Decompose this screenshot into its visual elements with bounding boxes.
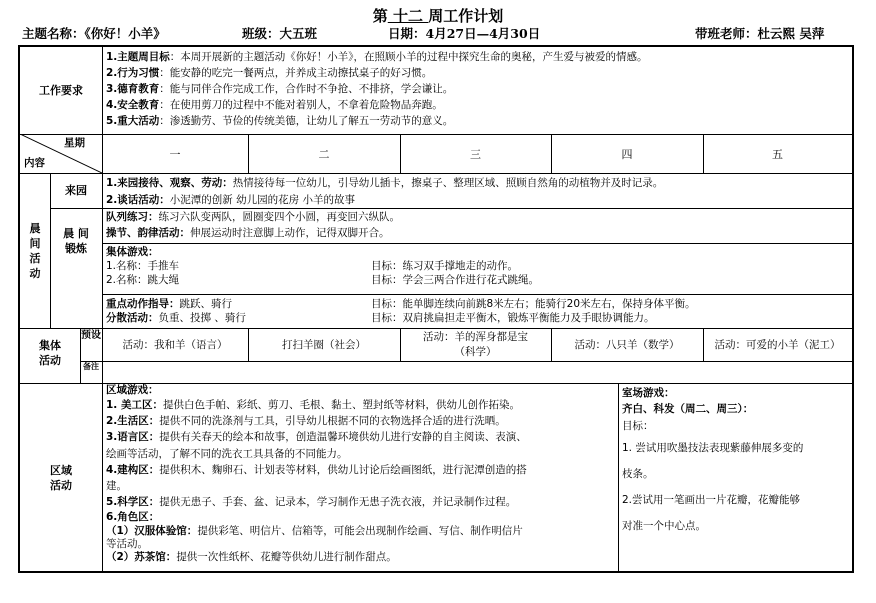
activity-thu: 活动：八只羊（数学） [574, 338, 680, 351]
corner-weekday-label: 星期 [64, 137, 85, 149]
outdoor-goal-line: 对准一个中心点。 [622, 520, 706, 532]
group-games [106, 245, 850, 294]
outdoor-goal-line: 1. 尝试用吹墨技法表现紫藤伸展多变的 [622, 442, 804, 454]
area-item: 等活动。 [106, 538, 148, 550]
activity-fri: 活动：可爱的小羊（泥工） [714, 338, 841, 351]
arrival-item: 1.来园接待、观察、劳动：热情接待每一位幼儿，引导幼儿插卡，擦桌子、整理区域、照顾自然角的动植物并及时记录。 [106, 177, 664, 189]
requirement-item: 4.安全教育：在使用剪刀的过程中不能对着别人，不拿着危险物品奔跑。 [106, 99, 443, 111]
area-item: 2.生活区：提供不同的洗涤剂与工具，引导幼儿根据不同的衣物选择合适的进行洗晒。 [106, 415, 506, 427]
area-item: 3.语言区：提供有关春天的绘本和故事，创造温馨环境供幼儿进行安静的自主阅读、表演、 [106, 431, 527, 443]
requirement-item: 1.主题周目标：本周开展新的主题活动《你好！小羊》，在照顾小羊的过程中探究生命的奥秘，产生爱与被爱的情感。 [106, 51, 648, 63]
group-activity-label: 集体 活动 [39, 339, 61, 367]
outdoor-goal-label: 目标： [622, 420, 654, 432]
class-field: 班级：大五班 [242, 26, 318, 41]
day-header-fri: 五 [772, 147, 783, 161]
work-requirements-list [106, 50, 850, 134]
outdoor-goal-line: 2.尝试用一笔画出一片花瓣，花瓣能够 [622, 494, 801, 506]
activity-wed: 活动：羊的浑身都是宝 （科学） [423, 331, 528, 358]
arrival-item: 2.谈话活动：小泥潭的创新 幼儿园的花房 小羊的故事 [106, 194, 355, 206]
area-item: 1. 美工区：提供白色手帕、彩纸、剪刀、毛根、黏土、塑封纸等材料，供幼儿创作拓染。 [106, 399, 520, 411]
focus-actions [106, 297, 850, 328]
focus-goal: 目标：双肩挑扁担走平衡木，锻炼平衡能力及手眼协调能力。 [371, 312, 655, 324]
outdoor-games [622, 386, 850, 572]
requirement-item: 5.重大活动：渗透勤劳、节俭的传统美德，让幼儿了解五一劳动节的意义。 [106, 115, 454, 127]
morning-exercise-label: 晨 间 锻炼 [63, 227, 89, 255]
requirement-item: 2.行为习惯：能安静的吃完一餐两点，并养成主动擦拭桌子的好习惯。 [106, 67, 433, 79]
work-requirements-label: 工作要求 [39, 84, 83, 97]
arrival-label: 来园 [65, 184, 87, 197]
page-title: 第 十二 周工作计划 [372, 7, 504, 25]
outdoor-title: 室场游戏： [622, 387, 675, 399]
focus-item: 重点动作指导：跳跃、骑行 [106, 298, 232, 310]
area-item: 建。 [106, 480, 127, 492]
exercise-item: 操节、韵律活动：伸展运动时注意脚上动作，记得双脚开合。 [106, 227, 390, 239]
area-games-title: 区域游戏： [106, 384, 159, 396]
area-item: 绘画等活动，了解不同的洗衣工具具备的不同能力。 [106, 448, 348, 460]
day-header-mon: 一 [169, 147, 181, 161]
morning-activities-label: 晨 间 活 动 [29, 221, 41, 280]
day-header-tue: 二 [318, 147, 330, 161]
area-games [106, 384, 616, 572]
requirement-item: 3.德育教育：能与同伴合作完成工作，合作时不争抢、不排挤，学会谦让。 [106, 83, 454, 95]
exercise-item: 队列练习：练习六队变两队，圆圈变四个小圆，再变回六纵队。 [106, 211, 400, 223]
game-goal: 目标：学会三两合作进行花式跳绳。 [371, 274, 539, 286]
plan-label: 预设 [81, 330, 101, 341]
group-games-title: 集体游戏： [106, 246, 159, 258]
game-name: 2.名称：跳大绳 [106, 274, 180, 286]
area-item: 4.建构区：提供积木、麴卵石、计划表等材料，供幼儿讨论后绘画图纸，进行泥潭创造的搭 [106, 464, 527, 476]
game-goal: 目标：练习双手撑地走的动作。 [371, 260, 518, 272]
corner-content-label: 内容 [24, 157, 45, 169]
plan-table [18, 45, 854, 573]
date-field: 日期：4月27日—4月30日 [388, 26, 541, 41]
teacher-field: 带班老师：杜云熙 吴萍 [695, 26, 825, 41]
activity-mon: 活动：我和羊（语言） [122, 338, 228, 351]
game-name: 1.名称：手推车 [106, 260, 180, 272]
area-item: （2）苏茶馆：提供一次性纸杯、花瓣等供幼儿进行制作甜点。 [106, 551, 397, 563]
outdoor-subtitle: 齐白、科发（周二、周三）： [622, 403, 754, 415]
arrival-content [106, 176, 850, 208]
area-item: 5.科学区：提供无患子、手套、盆、记录本，学习制作无患子洗衣液，并记录制作过程。 [106, 496, 517, 508]
theme-field: 主题名称：《你好！小羊》 [22, 26, 166, 41]
activity-tue: 打扫羊圈（社会） [282, 338, 366, 351]
day-header-wed: 三 [470, 147, 481, 161]
area-item: 6.角色区： [106, 511, 160, 523]
exercise-content [106, 210, 850, 243]
area-activity-label: 区域 活动 [50, 464, 72, 492]
note-label: 备注 [83, 362, 99, 371]
area-item: （1）汉服体验馆：提供彩笔、明信片、信箱等，可能会出现制作绘画、写信、制作明信片 [106, 525, 523, 537]
outdoor-goal-line: 枝条。 [622, 468, 654, 480]
focus-item: 分散活动：负重、投掷 、骑行 [106, 312, 246, 324]
focus-goal: 目标：能单脚连续向前跳8米左右；能骑行20米左右，保持身体平衡。 [371, 298, 696, 310]
day-header-thu: 四 [621, 147, 633, 161]
